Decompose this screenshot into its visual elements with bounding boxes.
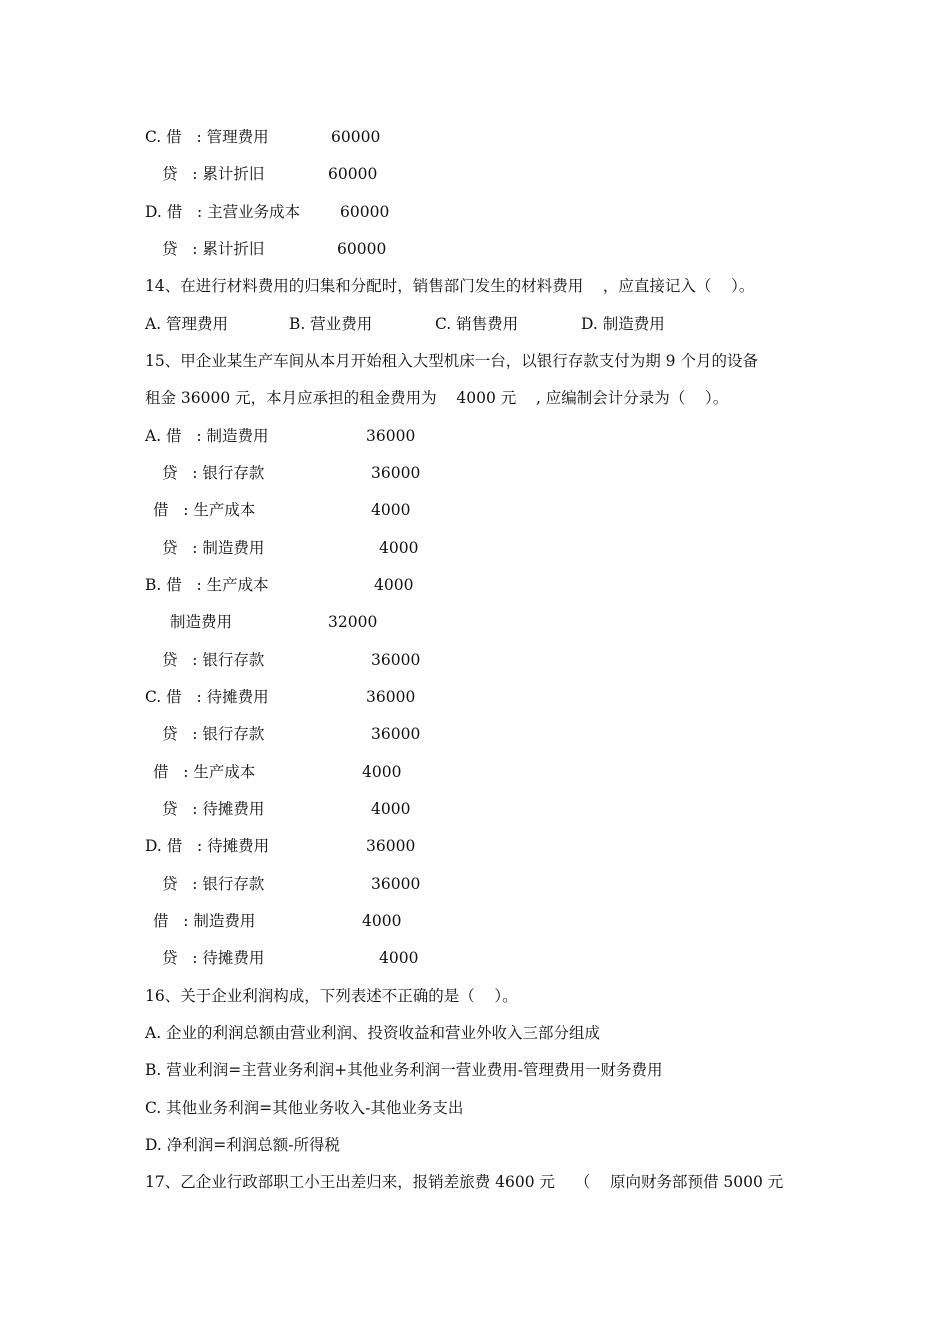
- q15-c-amount: 4000: [362, 763, 402, 781]
- q15-d-entry: 贷 : 待摊费用: [162, 949, 265, 967]
- q15-c-entry: 借 : 生产成本: [153, 763, 256, 781]
- q15-d-amount: 36000: [371, 875, 421, 893]
- q15-a-amount: 4000: [371, 501, 411, 519]
- q15-d-amount: 36000: [366, 837, 416, 855]
- q15-b-amount: 4000: [374, 576, 414, 594]
- question-16: 16、关于企业利润构成，下列表述不正确的是（ ）。: [145, 987, 518, 1005]
- q15-b-entry: 贷 : 银行存款: [162, 651, 265, 669]
- q15-d-entry: 贷 : 银行存款: [162, 875, 265, 893]
- question-17: 17、乙企业行政部职工小王出差归来，报销差旅费 4600 元 （ 原向财务部预借 5000 元: [145, 1173, 784, 1191]
- q15-c-amount: 4000: [371, 800, 411, 818]
- q15-a-amount: 36000: [366, 427, 416, 445]
- q15-d-entry: 借 : 制造费用: [153, 912, 256, 930]
- q14-option-c: C. 销售费用: [435, 315, 519, 333]
- q15-b-entry: B. 借 : 生产成本: [145, 576, 269, 594]
- option-c-debit-amount: 60000: [331, 128, 381, 146]
- q15-a-amount: 36000: [371, 464, 421, 482]
- q16-option-c: C. 其他业务利润=其他业务收入-其他业务支出: [145, 1099, 464, 1117]
- q14-option-b: B. 营业费用: [289, 315, 373, 333]
- option-d-debit-line: D. 借 : 主营业务成本: [145, 203, 301, 221]
- q15-a-amount: 4000: [379, 539, 419, 557]
- q15-b-amount: 36000: [371, 651, 421, 669]
- q15-a-entry: A. 借 : 制造费用: [145, 427, 269, 445]
- q14-option-a: A. 管理费用: [145, 315, 229, 333]
- option-c-debit-line: C. 借 : 管理费用: [145, 128, 269, 146]
- q15-c-entry: 贷 : 银行存款: [162, 725, 265, 743]
- option-c-credit-line: 贷 : 累计折旧: [162, 165, 265, 183]
- q16-option-d: D. 净利润=利润总额-所得税: [145, 1136, 340, 1154]
- q15-d-amount: 4000: [362, 912, 402, 930]
- question-14: 14、在进行材料费用的归集和分配时，销售部门发生的材料费用 ，应直接记入（ ）。: [145, 277, 755, 295]
- option-d-credit-line: 贷 : 累计折旧: [162, 240, 265, 258]
- option-c-credit-amount: 60000: [328, 165, 378, 183]
- q15-c-entry: 贷 : 待摊费用: [162, 800, 265, 818]
- q15-c-amount: 36000: [371, 725, 421, 743]
- question-15-line-1: 15、甲企业某生产车间从本月开始租入大型机床一台，以银行存款支付为期 9 个月的设备: [145, 352, 758, 370]
- option-d-debit-amount: 60000: [340, 203, 390, 221]
- q15-d-amount: 4000: [379, 949, 419, 967]
- q15-b-amount: 32000: [328, 613, 378, 631]
- q15-b-entry: 制造费用: [170, 613, 233, 631]
- question-15-line-2: 租金 36000 元，本月应承担的租金费用为 4000 元 , 应编制会计分录为（ ）。: [145, 389, 729, 407]
- q16-option-b: B. 营业利润=主营业务利润+其他业务利润一营业费用-管理费用一财务费用: [145, 1061, 663, 1079]
- q15-c-amount: 36000: [366, 688, 416, 706]
- q15-d-entry: D. 借 : 待摊费用: [145, 837, 270, 855]
- q14-option-d: D. 制造费用: [581, 315, 665, 333]
- q15-a-entry: 贷 : 银行存款: [162, 464, 265, 482]
- q15-a-entry: 贷 : 制造费用: [162, 539, 265, 557]
- q16-option-a: A. 企业的利润总额由营业利润、投资收益和营业外收入三部分组成: [145, 1024, 601, 1042]
- option-d-credit-amount: 60000: [337, 240, 387, 258]
- q15-c-entry: C. 借 : 待摊费用: [145, 688, 269, 706]
- q15-a-entry: 借 : 生产成本: [153, 501, 256, 519]
